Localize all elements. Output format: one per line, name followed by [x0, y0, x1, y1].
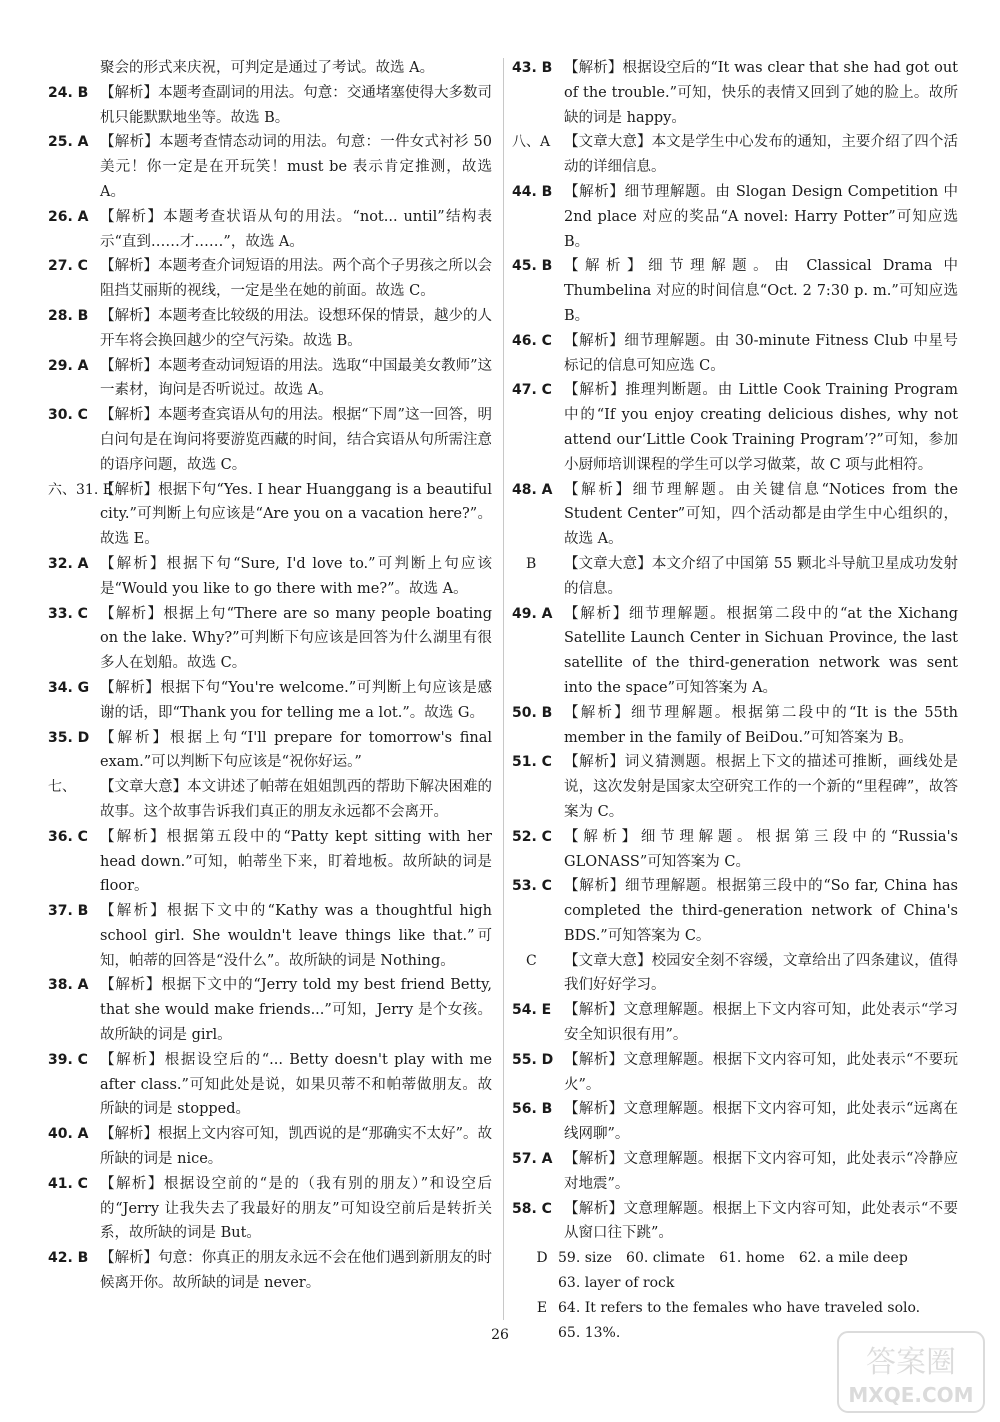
answer-entry [48, 478, 492, 552]
fill-answers-section_d [512, 1246, 958, 1271]
answer-text: 【解析】本题考查状语从句的用法。“not... until”结构表示“直到……才……”，故选 A。 [100, 208, 492, 250]
answer-label: 33. C [48, 605, 88, 622]
answer-entry [48, 205, 492, 255]
answer-entry [512, 1197, 958, 1247]
answer-entry [512, 56, 958, 130]
answer-entry [48, 973, 492, 1047]
answer-label: 40. A [48, 1126, 89, 1143]
answer-entry [48, 899, 492, 973]
answer-label: 30. C [48, 407, 88, 424]
answer-text: 【解析】根据下文中的“Kathy was a thoughtful high school girl. She wouldn't leave things like that.”可知，帕蒂的回答是“没什么”。故所缺的词是 Nothing。 [100, 903, 492, 969]
answer-entry [512, 998, 958, 1048]
answer-text: 【解析】词义猜测题。根据上下文的描述可推断，画线处是说，这次发射是国家太空研究工作的一个新的“里程碑”，故答案为 C。 [564, 754, 958, 820]
answer-label: 50. B [512, 704, 553, 721]
section-letter: D [536, 1250, 548, 1267]
answer-entry [48, 1172, 492, 1246]
answer-label: 七、 [48, 779, 76, 796]
answer-text: 【解析】文意理解题。根据下文内容可知，此处表示“不要玩火”。 [564, 1051, 958, 1093]
answer-label: 56. B [512, 1101, 553, 1118]
answer-label: 44. B [512, 183, 553, 200]
answer-label: 24. B [48, 84, 89, 101]
answer-text: 【解析】文意理解题。根据下文内容可知，此处表示“冷静应对地震”。 [564, 1151, 958, 1192]
answer-entry [48, 602, 492, 676]
answer-text: 【解析】细节理解题。由关键信息“Notices from the Student Center”可知，四个活动都是由学生中心组织的，故选 A。 [564, 481, 958, 548]
answer-label: 27. C [48, 258, 88, 275]
right-column [512, 56, 958, 1345]
answer-label: 28. B [48, 307, 89, 324]
answer-label: 38. A [48, 977, 89, 994]
answer-label: 51. C [512, 754, 552, 771]
answer-label: 25. A [48, 134, 89, 151]
page-number: 26 [491, 1327, 509, 1343]
answer-text: 【解析】根据下句“Yes. I hear Huanggang is a beautiful city.”可判断上句应该是“Are you on a vacation here?”。故选 E。 [100, 481, 492, 548]
answer-text: 【解析】根据上文内容可知，凯西说的是“那确实不太好”。故所缺的词是 nice。 [100, 1126, 492, 1168]
fill-answers-section_d [512, 1271, 958, 1296]
answer-text: 【解析】文意理解题。根据下文内容可知，此处表示“远离在线网聊”。 [564, 1101, 958, 1143]
answer-text: 【解析】细节理解题。根据第二段中的“It is the 55th member in the family of BeiDou.”可知答案为 B。 [564, 704, 958, 746]
answer-entry [512, 602, 958, 701]
answer-entry [512, 1097, 958, 1147]
answer-label: 36. C [48, 828, 88, 845]
answer-text: 【解析】本题考查比较级的用法。设想环保的情景，越少的人开车将会换回越少的空气污染。故选 B。 [100, 307, 492, 349]
answer-entry [48, 81, 492, 131]
answer-entry [48, 726, 492, 776]
answer-label: 53. C [512, 878, 552, 895]
answer-entry [48, 1122, 492, 1172]
answer-text: 【文章大意】本文是学生中心发布的通知，主要介绍了四个活动的详细信息。 [564, 134, 958, 176]
answer-entry [512, 478, 958, 552]
answer-label: 58. C [512, 1200, 552, 1217]
answer-text: 【解析】细节理解题。根据第三段中的“So far, China has completed the third-generation network of China's BDS.”可知答案为 C。 [564, 878, 958, 944]
answer-label: 29. A [48, 357, 89, 374]
answer-entry [48, 56, 492, 81]
answer-label: 35. D [48, 729, 90, 746]
answer-text: 【解析】句意：你真正的朋友永远不会在他们遇到新朋友的时候离开你。故所缺的词是 never。 [100, 1250, 492, 1292]
answer-label: C [526, 952, 537, 969]
answer-entry [512, 874, 958, 948]
answer-entry [48, 254, 492, 304]
answer-text: 【文章大意】校园安全刻不容缓，文章给出了四条建议，值得我们好好学习。 [564, 952, 958, 994]
fill-answer: 62. a mile deep [798, 1250, 908, 1267]
answer-entry [48, 825, 492, 899]
left-column [48, 56, 492, 1296]
answer-text: 【解析】本题考查介词短语的用法。两个高个子男孩之所以会阻挡艾丽斯的视线，一定是坐在她的前面。故选 C。 [100, 258, 492, 300]
answer-entry [48, 130, 492, 204]
answer-text: 【解析】根据下句“Sure, I'd love to.”可判断上句应该是“Would you like to go there with me?”。故选 A。 [100, 555, 492, 597]
answer-entry [48, 552, 492, 602]
answer-entry [48, 1048, 492, 1122]
answer-text: 【解析】根据设空后的“It was clear that she had got out of the trouble.”可知，快乐的表情又回到了她的脸上。故所缺的词是 happy。 [564, 60, 958, 126]
answer-entry [512, 1147, 958, 1197]
answer-entry [48, 403, 492, 477]
answer-text: 【解析】根据下句“You're welcome.”可判断上句应该是感谢的话，即“Thank you for telling me a lot.”。故选 G。 [100, 679, 492, 721]
answer-label: 54. E [512, 1002, 552, 1019]
answer-entry [512, 949, 958, 999]
answer-entry [512, 378, 958, 477]
answer-text: 【解析】本题考查情态动词的用法。句意：一件女式衬衫 50 美元！你一定是在开玩笑！must be 表示肯定推测，故选 A。 [100, 134, 492, 200]
answer-label: 43. B [512, 60, 553, 76]
fill-answer: 60. climate [626, 1250, 706, 1267]
answer-entry [512, 254, 958, 328]
answer-label: 34. G [48, 679, 90, 696]
watermark-line2: MXQE.COM [848, 1383, 974, 1407]
answer-text: 【解析】本题考查动词短语的用法。选取“中国最美女教师”这一素材，询问是否听说过。故选 A。 [100, 357, 492, 399]
answer-text: 【解析】根据设空后的“... Betty doesn't play with me after class.”可知此处是说，如果贝蒂不和帕蒂做朋友。故所缺的词是 stopped。 [100, 1051, 492, 1118]
answer-text: 【文章大意】本文讲述了帕蒂在姐姐凯西的帮助下解决困难的故事。这个故事告诉我们真正的朋友永远都不会离开。 [100, 779, 492, 820]
answer-text: 【解析】根据第五段中的“Patty kept sitting with her head down.”可知，帕蒂坐下来，盯着地板。故所缺的词是 floor。 [100, 828, 492, 895]
answer-label: 47. C [512, 382, 552, 399]
answer-label: 八、A [512, 134, 551, 151]
answer-label: 32. A [48, 555, 89, 572]
fill-answer: 59. size [558, 1250, 613, 1267]
answer-entry [48, 354, 492, 404]
answer-entry [48, 1246, 492, 1296]
answer-text: 【解析】根据上句“There are so many people boating on the lake. Why?”可判断下句应该是回答为什么湖里有很多人在划船。故选 C。 [100, 605, 492, 672]
answer-text: 【解析】文意理解题。根据上下文内容可知，此处表示“学习安全知识很有用”。 [564, 1002, 958, 1044]
answer-entry [512, 130, 958, 180]
answer-text: 【文章大意】本文介绍了中国第 55 颗北斗导航卫星成功发射的信息。 [564, 555, 958, 597]
watermark-logo [836, 1330, 986, 1414]
answer-label: 52. C [512, 828, 552, 845]
fill-answer: 61. home [719, 1250, 785, 1267]
answer-text: 【解析】根据设空前的“是的（我有别的朋友）”和设空后的“Jerry 让我失去了我最好的朋友”可知设空前后是转折关系，故所缺的词是 But。 [100, 1175, 492, 1242]
answer-entry [48, 676, 492, 726]
answer-text: 【解析】细节理解题。根据第二段中的“at the Xichang Satellite Launch Center in Sichuan Province, the last satellite of the third-generation network was sent into the space”可知答案为 A。 [564, 605, 958, 696]
answer-text: 【解析】根据下文中的“Jerry told my best friend Betty, that she would make friends...”可知，Jerry 是个女孩。故所缺的词是 girl。 [100, 977, 492, 1044]
answer-text: 【解析】根据上句“I'll prepare for tomorrow's final exam.”可以判断下句应该是“祝你好运。” [100, 729, 492, 771]
answer-text: 【解析】推理判断题。由 Little Cook Training Program 中的“If you enjoy creating delicious dishes, why not attend our‘Little Cook Training Program’?”可知，参加小厨师培训课程的学生可以学习做菜，故 C 项与此相符。 [564, 382, 958, 473]
answer-text: 【解析】细节理解题。由 30-minute Fitness Club 中星号标记的信息可知应选 C。 [564, 332, 958, 374]
fill-answer: 65. 13%. [558, 1324, 621, 1341]
answer-entry [512, 1048, 958, 1098]
answer-entry [48, 775, 492, 825]
section-letter: E [536, 1299, 548, 1316]
answer-label: 39. C [48, 1051, 88, 1068]
answer-entry [512, 701, 958, 751]
answer-label: 46. C [512, 332, 552, 349]
answer-label: 六、31. E [48, 481, 113, 498]
answer-label: 55. D [512, 1051, 554, 1068]
answer-label: 37. B [48, 903, 89, 920]
answer-text: 【解析】文意理解题。根据上下文内容可知，此处表示“不要从窗口往下跳”。 [564, 1200, 958, 1242]
answer-text: 【解析】本题考查宾语从句的用法。根据“下周”这一回答，明白问句是在询问将要游览西藏的时间，结合宾语从句所需注意的语序问题，故选 C。 [100, 407, 492, 473]
answer-entry [512, 329, 958, 379]
column-divider [503, 58, 504, 1320]
answer-label: B [526, 555, 537, 572]
watermark-line1: 答案圈 [866, 1345, 956, 1380]
fill-answer: 63. layer of rock [558, 1275, 675, 1292]
answer-label: 48. A [512, 481, 553, 498]
answer-text: 【解析】本题考查副词的用法。句意：交通堵塞使得大多数司机只能默默地坐等。故选 B。 [100, 84, 492, 126]
answer-text: 【解析】细节理解题。由 Slogan Design Competition 中 2nd place 对应的奖品“A novel: Harry Potter”可知应选 B。 [564, 183, 958, 250]
answer-entry [512, 552, 958, 602]
answer-label: 57. A [512, 1151, 553, 1168]
fill-answers-section_e [512, 1296, 958, 1321]
answer-entry [512, 180, 958, 254]
answer-entry [512, 825, 958, 875]
answer-entry [48, 304, 492, 354]
answer-entry [512, 750, 958, 824]
answer-text: 【解析】细节理解题。根据第三段中的“Russia's GLONASS”可知答案为 C。 [564, 828, 958, 870]
answer-text: 【解析】细节理解题。由 Classical Drama 中 Thumbelina 对应的时间信息“Oct. 2 7:30 p. m.”可知应选 B。 [564, 258, 958, 324]
fill-answer: 64. It refers to the females who have traveled solo. [558, 1299, 921, 1316]
answer-label: 49. A [512, 605, 553, 622]
answer-label: 41. C [48, 1175, 88, 1192]
answer-label: 42. B [48, 1250, 89, 1267]
answer-label: 26. A [48, 208, 89, 225]
answer-text: 聚会的形式来庆祝，可判定是通过了考试。故选 A。 [100, 60, 435, 76]
answer-label: 45. B [512, 258, 553, 275]
